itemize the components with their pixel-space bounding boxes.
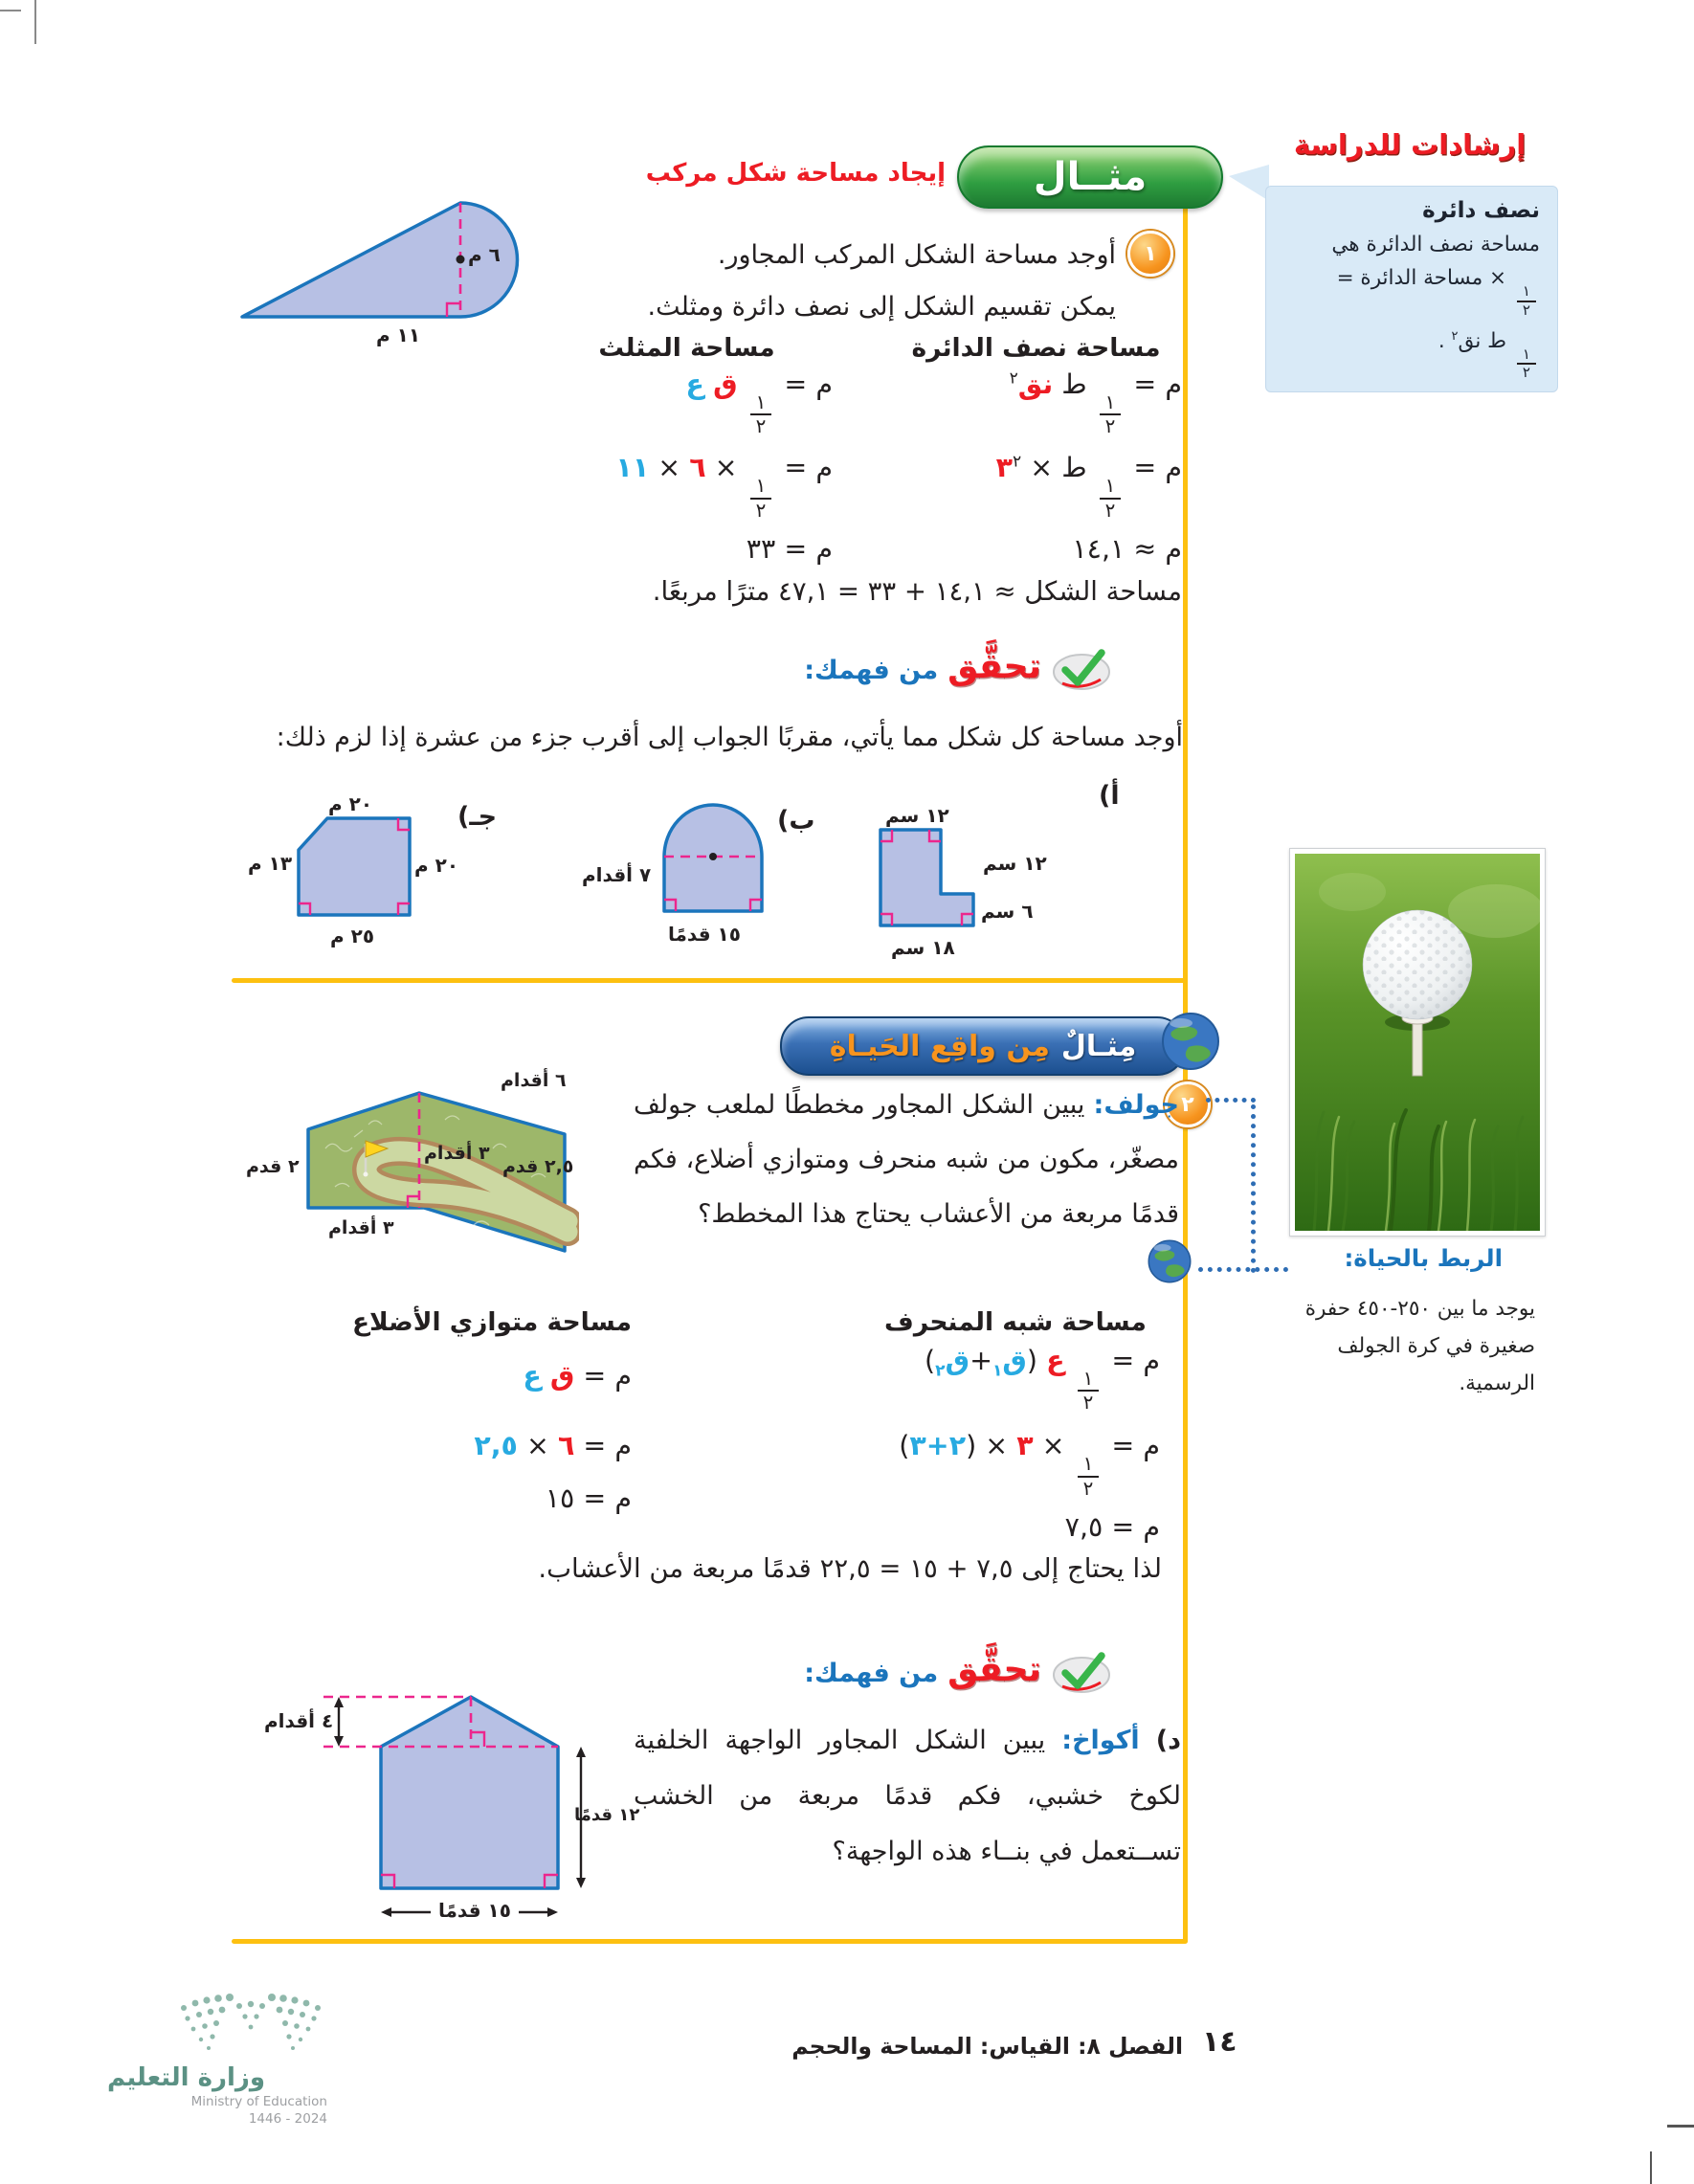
check-word: تحقَّق xyxy=(947,646,1041,686)
golf-top-label: ٦ أقدام xyxy=(501,1070,567,1091)
check1-instruction: أوجد مساحة كل شكل مما يأتي، مقربًا الجواب إلى أقرب جزء من عشرة إذا لزم ذلك: xyxy=(276,723,1183,752)
life-link-text: يوجد ما بين ٢٥٠-٤٥٠ حفرة صغيرة في كرة الجولف الرسمية. xyxy=(1304,1297,1535,1395)
semicircle-eq1: م = $\frac{١}{٢}$ ط نق$^٢$ xyxy=(1009,368,1182,438)
huts-lead: أكواخ: xyxy=(1061,1726,1140,1755)
ministry-name-en: Ministry of Education xyxy=(190,2094,327,2109)
golf-lead: جولف: xyxy=(1093,1090,1179,1120)
life-link-dots xyxy=(1198,1267,1288,1272)
trapezoid-heading: مساحة شبه المنحرف xyxy=(884,1307,1147,1337)
parallelogram-eq1: م = ق ع xyxy=(523,1360,632,1392)
shape-c-bottom-label: ٢٥ م xyxy=(330,925,375,947)
study-tips-box xyxy=(1265,186,1558,392)
trapezoid-eq2: م = $\frac{١}{٢}$ × ٣ × (٢+٣) xyxy=(899,1430,1160,1500)
golf-course-figure xyxy=(244,1034,579,1263)
parallelogram-eq2: م = ٦ × ٢,٥ xyxy=(474,1430,632,1461)
example2-conclusion: لذا يحتاج إلى ٧,٥ + ١٥ = ٢٢,٥ قدمًا مربعة من الأعشاب. xyxy=(538,1553,1162,1584)
crop-mark-horizontal xyxy=(0,10,21,11)
section-border-mid xyxy=(232,978,1188,983)
parallelogram-eq3: م = ١٥ xyxy=(545,1482,632,1514)
ministry-name-ar: وزارة التعليم xyxy=(107,2063,265,2092)
house-side-label: ١٢ قدمًا xyxy=(574,1805,640,1825)
shape-b-bottom-label: ١٥ قدمًا xyxy=(668,923,741,946)
real-life-pill-sub: مِن واقِع الحَيـاةِ xyxy=(829,1029,1050,1063)
shape-c-figure xyxy=(244,792,464,974)
globe-icon xyxy=(1160,1011,1221,1076)
triangle-eq3: م = ٣٣ xyxy=(746,533,833,566)
dotted-connector-h xyxy=(1206,1098,1256,1103)
item-b-label: ب) xyxy=(777,806,815,836)
example1-line2: يمكن تقسيم الشكل إلى نصف دائرة ومثلث. xyxy=(647,292,1116,322)
shape-a-foot-label: ٦ سم xyxy=(981,900,1034,923)
semicircle-eq2: م = $\frac{١}{٢}$ ط × $٣^٢$ xyxy=(995,452,1182,522)
check-icon xyxy=(1051,641,1112,691)
life-link-title: الربط بالحياة: xyxy=(1344,1244,1503,1272)
example1-total: مساحة الشكل ≈ ١٤,١ + ٣٣ = ٤٧,١ مترًا مربعًا. xyxy=(652,576,1182,607)
trapezoid-eq3: م = ٧,٥ xyxy=(1064,1511,1160,1544)
radius-label: ٦ م xyxy=(468,243,501,266)
triangle-eq1: م = $\frac{١}{٢}$ ق ع xyxy=(685,368,833,438)
huts-problem-text xyxy=(634,1713,1181,1880)
crop-mark-bottom-h xyxy=(1667,2125,1694,2128)
shape-c-right-label: ٢٠ م xyxy=(414,854,459,877)
huts-body: يبين الشكل المجاور الواجهة الخلفية لكوخ خشبي، فكم قدمًا مربعة من الخشب تســتعمل في بنــاء هذه الواجهة؟ xyxy=(634,1726,1181,1866)
shape-b-side-label: ٧ أقدام xyxy=(582,863,652,886)
check-understanding-2 xyxy=(756,1644,1112,1694)
semicircle-eq3: م ≈ ١٤,١ xyxy=(1072,533,1182,566)
shape-a-side-label: ١٢ سم xyxy=(983,852,1047,875)
check-icon xyxy=(1051,1644,1112,1694)
shape-c-left-label: ١٣ م xyxy=(248,852,293,875)
house-figure xyxy=(239,1663,660,1943)
parallelogram-area-column xyxy=(351,1307,632,1514)
ministry-logo xyxy=(107,1993,327,2127)
house-base-label: ١٥ قدمًا xyxy=(431,1899,519,1922)
triangle-heading: مساحة المثلث xyxy=(598,333,775,363)
golf-body: يبين الشكل المجاور مخططًا لملعب جولف مصغّر، مكون من شبه منحرف ومتوازي أضلاع، فكم قدمًا مربعة من الأعشاب يحتاج هذا المخطط؟ xyxy=(634,1090,1179,1229)
shape-a-figure xyxy=(857,802,1072,969)
shape-b-figure xyxy=(574,794,794,967)
trapezoid-eq1: م = $\frac{١}{٢}$ ع (ق$_١$+ق$_٢$) xyxy=(925,1345,1160,1415)
real-life-example-pill xyxy=(780,1016,1186,1076)
item-c-label: جـ) xyxy=(457,802,498,832)
check-rest: من فهمك: xyxy=(804,655,939,685)
triangle-eq2: م = $\frac{١}{٢}$ × ٦ × ١١ xyxy=(615,452,833,522)
item-d-label: د) xyxy=(1155,1726,1181,1755)
trapezoid-area-column xyxy=(871,1307,1160,1543)
crop-mark-vertical xyxy=(34,0,36,44)
dotted-connector-v xyxy=(1251,1104,1256,1273)
golf-course-svg xyxy=(244,1034,579,1263)
footer-page-number: ١٤ xyxy=(1202,2025,1237,2059)
example1-line1: أوجد مساحة الشكل المركب المجاور. xyxy=(717,240,1116,270)
parallelogram-heading: مساحة متوازي الأضلاع xyxy=(351,1307,632,1337)
study-tips-line: مساحة نصف الدائرة هي xyxy=(1331,233,1540,256)
item-a-label: أ) xyxy=(1099,781,1120,811)
real-life-pill-main: مِثـالٌ xyxy=(1060,1029,1137,1063)
check-understanding-1 xyxy=(756,641,1112,691)
shape-a-top-label: ١٢ سم xyxy=(885,804,949,827)
check-rest: من فهمك: xyxy=(804,1658,939,1688)
check-word: تحقَّق xyxy=(947,1649,1041,1689)
semicircle-heading: مساحة نصف الدائرة xyxy=(911,333,1161,363)
ministry-edition: 2024 - 1446 xyxy=(248,2111,327,2127)
ministry-logo-icon xyxy=(174,1993,327,2060)
example-pill xyxy=(957,145,1223,209)
golf-middle-label: ٣ أقدام xyxy=(424,1143,490,1164)
study-tips-title: إرشادات للدراسة xyxy=(1293,128,1527,161)
golf-ball-photo xyxy=(1289,848,1546,1237)
shape-a-svg xyxy=(857,802,1072,969)
composite-shape-figure xyxy=(234,189,531,354)
example-topic: إيجاد مساحة شكل مركب xyxy=(645,159,946,188)
example1-number: ١ xyxy=(1144,241,1157,266)
golf-left-label: ٢ قدم xyxy=(246,1156,300,1177)
footer-chapter: الفصل ٨: القياس: المساحة والحجم xyxy=(791,2033,1183,2060)
base-label: ١١ م xyxy=(376,323,421,346)
example1-number-badge xyxy=(1127,231,1173,277)
house-roof-label: ٤ أقدام xyxy=(264,1709,334,1732)
study-tips-pointer xyxy=(1229,165,1269,201)
study-tips-heading: نصف دائرة xyxy=(1422,198,1540,223)
shape-a-bottom-label: ١٨ سم xyxy=(891,936,955,959)
shape-c-top-label: ٢٠ م xyxy=(328,792,373,815)
crop-mark-bottom-v xyxy=(1650,2151,1652,2184)
study-tips-eq2: $\frac{١}{٢}$ ط نق$^٢$ . xyxy=(1276,329,1540,383)
golf-right-label: ٢,٥ قدم xyxy=(502,1156,574,1177)
example-pill-label: مثــال xyxy=(1033,155,1148,199)
golf-bottom-label: ٣ أقدام xyxy=(328,1217,394,1238)
example2-number: ٢ xyxy=(1181,1092,1194,1117)
semicircle-area-column xyxy=(890,333,1182,565)
study-tips-eq1: $\frac{١}{٢}$ × مساحة الدائرة = xyxy=(1276,266,1540,320)
life-link-globe-icon xyxy=(1147,1238,1192,1288)
golf-problem-text xyxy=(634,1078,1179,1241)
triangle-area-column xyxy=(541,333,833,565)
